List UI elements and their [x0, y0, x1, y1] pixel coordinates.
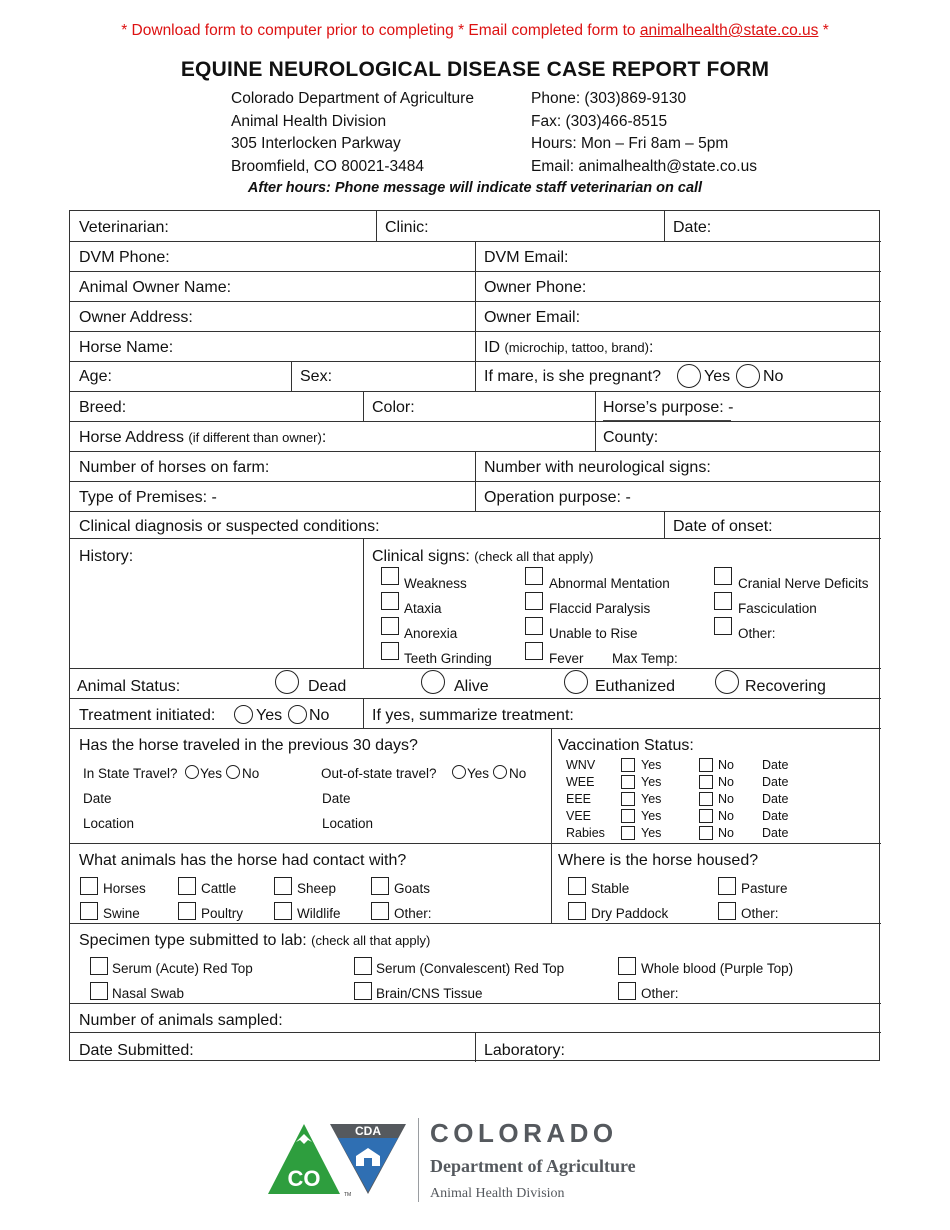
status-dead-radio[interactable]: [275, 670, 299, 694]
operation-dropdown[interactable]: [484, 489, 631, 507]
contact-other-checkbox[interactable]: [371, 902, 389, 920]
contact-swine-label: Swine: [103, 906, 140, 921]
anorexia-checkbox[interactable]: [381, 617, 399, 635]
rabies-no-checkbox[interactable]: [699, 826, 713, 840]
cda-logo: [268, 1118, 688, 1208]
col-divider: [363, 391, 364, 421]
eee-date-label[interactable]: Date: [762, 792, 789, 806]
contact-cattle-checkbox[interactable]: [178, 877, 196, 895]
housing-stable-checkbox[interactable]: [568, 877, 586, 895]
col-divider: [475, 451, 476, 511]
date-label[interactable]: Date:: [673, 219, 712, 236]
premises-dropdown-marker: -: [211, 489, 217, 506]
specimen-whole-blood-checkbox[interactable]: [618, 957, 636, 975]
owner-phone-label[interactable]: Owner Phone:: [484, 279, 587, 296]
in-state-location-label[interactable]: Location: [83, 816, 135, 831]
logo-dept-text: Department of Agriculture: [430, 1156, 636, 1176]
row-divider: [70, 538, 881, 539]
clinical-signs-note: (check all that apply): [474, 549, 594, 564]
id-note: (microchip, tattoo, brand): [504, 340, 649, 355]
anorexia-label: Anorexia: [404, 626, 458, 641]
out-state-yes-label: Yes: [467, 766, 490, 781]
rabies-yes-checkbox[interactable]: [621, 826, 635, 840]
status-alive-label: Alive: [454, 678, 489, 695]
specimen-serum-acute-label: Serum (Acute) Red Top: [112, 961, 253, 976]
contact-question: What animals has the horse had contact with?: [79, 852, 407, 869]
out-state-no-radio[interactable]: [493, 765, 507, 779]
clinical-signs-text: Clinical signs:: [372, 548, 470, 565]
rabies-date-label[interactable]: Date: [762, 826, 789, 840]
wee-date-label[interactable]: Date: [762, 775, 789, 789]
fever-checkbox[interactable]: [525, 642, 543, 660]
in-state-no-radio[interactable]: [226, 765, 240, 779]
vaccine-eee: EEE: [566, 792, 592, 806]
contact-line: Fax: (303)466-8515: [531, 112, 668, 130]
row-divider: [70, 923, 881, 924]
vaccine-rabies: Rabies: [566, 826, 605, 840]
signs-other-label: Other:: [738, 626, 776, 641]
contact-sheep-checkbox[interactable]: [274, 877, 292, 895]
pregnant-label: If mare, is she pregnant?: [484, 368, 661, 385]
col-divider: [291, 361, 292, 391]
cranial-nerve-label: Cranial Nerve Deficits: [738, 576, 869, 591]
specimen-serum-conv-checkbox[interactable]: [354, 957, 372, 975]
age-label[interactable]: Age:: [79, 368, 112, 385]
row-divider: [70, 698, 881, 699]
ataxia-label: Ataxia: [404, 601, 442, 616]
contact-wildlife-label: Wildlife: [297, 906, 341, 921]
fever-label: Fever: [549, 651, 584, 666]
specimen-note: (check all that apply): [311, 933, 431, 948]
specimen-other-label: Other:: [641, 986, 679, 1001]
notice-end: *: [818, 22, 829, 39]
row-divider: [70, 668, 881, 669]
treatment-summary-label[interactable]: If yes, summarize treatment:: [372, 707, 574, 724]
unable-to-rise-label: Unable to Rise: [549, 626, 638, 641]
housing-pasture-checkbox[interactable]: [718, 877, 736, 895]
logo-barn-door: [364, 1158, 372, 1166]
id-colon: :: [648, 339, 654, 356]
address-line: Colorado Department of Agriculture: [231, 90, 474, 107]
housing-stable-label: Stable: [591, 881, 630, 896]
specimen-nasal-swab-label: Nasal Swab: [112, 986, 185, 1001]
col-divider: [595, 391, 596, 451]
logo-tm-text: TM: [344, 1192, 352, 1198]
housing-other-checkbox[interactable]: [718, 902, 736, 920]
treatment-yes-label: Yes: [256, 707, 283, 724]
county-label[interactable]: County:: [603, 429, 659, 446]
housing-dry-paddock-label: Dry Paddock: [591, 906, 669, 921]
vaccine-vee: VEE: [566, 809, 592, 823]
ataxia-checkbox[interactable]: [381, 592, 399, 610]
notice-email-link[interactable]: animalhealth@state.co.us: [639, 22, 819, 39]
premises-dropdown[interactable]: [79, 489, 217, 507]
horse-address-label[interactable]: [79, 429, 326, 447]
weakness-label: Weakness: [404, 576, 467, 591]
out-state-no-label: No: [509, 766, 527, 781]
contact-line: Email: animalhealth@state.co.us: [531, 157, 757, 175]
cranial-nerve-checkbox[interactable]: [714, 567, 732, 585]
contact-horses-label: Horses: [103, 881, 146, 896]
contact-horses-checkbox[interactable]: [80, 877, 98, 895]
pregnant-no-label: No: [763, 368, 784, 385]
row-divider: [70, 728, 881, 729]
contact-poultry-checkbox[interactable]: [178, 902, 196, 920]
eee-yes-label: Yes: [641, 792, 662, 806]
specimen-text: Specimen type submitted to lab:: [79, 932, 307, 949]
operation-dropdown-marker: -: [625, 489, 631, 506]
wnv-yes-checkbox[interactable]: [621, 758, 635, 772]
col-divider: [376, 211, 377, 241]
vee-yes-label: Yes: [641, 809, 662, 823]
horse-address-text: Horse Address: [79, 429, 184, 446]
eee-yes-checkbox[interactable]: [621, 792, 635, 806]
wnv-no-checkbox[interactable]: [699, 758, 713, 772]
animal-status-label: Animal Status:: [77, 678, 181, 695]
fasciculation-label: Fasciculation: [738, 601, 817, 616]
contact-wildlife-checkbox[interactable]: [274, 902, 292, 920]
specimen-serum-acute-checkbox[interactable]: [90, 957, 108, 975]
flaccid-paralysis-checkbox[interactable]: [525, 592, 543, 610]
wnv-date-label[interactable]: Date: [762, 758, 789, 772]
color-label[interactable]: Color:: [372, 399, 415, 416]
vaccine-wnv: WNV: [566, 758, 596, 772]
wee-no-checkbox[interactable]: [699, 775, 713, 789]
id-label[interactable]: [484, 339, 653, 357]
vaccine-wee: WEE: [566, 775, 595, 789]
abnormal-mentation-label: Abnormal Mentation: [549, 576, 670, 591]
address-line: Animal Health Division: [231, 112, 387, 130]
purpose-underline: [603, 420, 731, 421]
in-state-date-label[interactable]: Date: [83, 791, 112, 806]
horse-name-label[interactable]: Horse Name:: [79, 339, 174, 356]
logo-division-text: Animal Health Division: [430, 1186, 565, 1201]
wee-yes-checkbox[interactable]: [621, 775, 635, 789]
purpose-label: Horse’s purpose:: [603, 399, 724, 416]
specimen-whole-blood-label: Whole blood (Purple Top): [641, 961, 794, 976]
logo-mark-icon: [268, 1120, 413, 1200]
specimen-brain-checkbox[interactable]: [354, 982, 372, 1000]
operation-label: Operation purpose:: [484, 489, 621, 506]
vee-date-label[interactable]: Date: [762, 809, 789, 823]
contact-swine-checkbox[interactable]: [80, 902, 98, 920]
contact-block: [531, 88, 757, 178]
in-state-yes-label: Yes: [200, 766, 223, 781]
housing-pasture-label: Pasture: [741, 881, 788, 896]
wee-no-label: No: [718, 775, 734, 789]
housing-dry-paddock-checkbox[interactable]: [568, 902, 586, 920]
out-state-label: Out-of-state travel?: [321, 766, 437, 781]
veterinarian-label[interactable]: Veterinarian:: [79, 219, 169, 236]
col-divider: [475, 241, 476, 391]
owner-name-label[interactable]: Animal Owner Name:: [79, 279, 232, 296]
logo-co-text: CO: [287, 1166, 321, 1191]
eee-no-label: No: [718, 792, 734, 806]
contact-goats-label: Goats: [394, 881, 431, 896]
treatment-no-label: No: [309, 707, 330, 724]
dvm-phone-label[interactable]: DVM Phone:: [79, 249, 170, 266]
logo-divider: [418, 1118, 419, 1202]
breed-label[interactable]: Breed:: [79, 399, 127, 416]
treatment-yes-radio[interactable]: [234, 705, 253, 724]
contact-line: Phone: (303)869-9130: [531, 90, 687, 107]
housing-question: Where is the horse housed?: [558, 852, 759, 869]
col-divider: [551, 728, 552, 923]
status-euthanized-radio[interactable]: [564, 670, 588, 694]
contact-goats-checkbox[interactable]: [371, 877, 389, 895]
id-text: ID: [484, 339, 500, 356]
premises-label: Type of Premises:: [79, 489, 208, 506]
laboratory-label[interactable]: Laboratory:: [484, 1042, 565, 1059]
pregnant-no-radio[interactable]: [736, 364, 760, 388]
address-line: Broomfield, CO 80021-3484: [231, 157, 425, 175]
date-submitted-label[interactable]: Date Submitted:: [79, 1042, 194, 1059]
notice-text: * Download form to computer prior to completing * Email completed form to: [121, 22, 640, 39]
status-alive-radio[interactable]: [421, 670, 445, 694]
travel-question: Has the horse traveled in the previous 30 days?: [79, 737, 418, 754]
out-state-yes-radio[interactable]: [452, 765, 466, 779]
owner-address-label[interactable]: Owner Address:: [79, 309, 193, 326]
after-hours-note: After hours: Phone message will indicate staff veterinarian on call: [247, 180, 703, 196]
rabies-no-label: No: [718, 826, 734, 840]
clinic-label[interactable]: Clinic:: [385, 219, 429, 236]
horse-address-colon: :: [321, 429, 327, 446]
wnv-no-label: No: [718, 758, 734, 772]
purpose-dropdown[interactable]: [603, 399, 733, 417]
col-divider: [664, 511, 665, 538]
signs-other-checkbox[interactable]: [714, 617, 732, 635]
col-divider: [475, 1032, 476, 1062]
owner-email-label[interactable]: Owner Email:: [484, 309, 581, 326]
case-report-form: [69, 210, 880, 1061]
weakness-checkbox[interactable]: [381, 567, 399, 585]
row-divider: [70, 391, 881, 392]
num-neuro-label[interactable]: Number with neurological signs:: [484, 459, 711, 476]
download-notice: [0, 22, 950, 40]
housing-other-label: Other:: [741, 906, 779, 921]
specimen-brain-label: Brain/CNS Tissue: [376, 986, 483, 1001]
pregnant-yes-radio[interactable]: [677, 364, 701, 388]
teeth-grinding-label: Teeth Grinding: [404, 651, 492, 666]
row-divider: [70, 421, 881, 422]
row-divider: [70, 1003, 881, 1004]
row-divider: [70, 511, 881, 512]
history-label[interactable]: History:: [79, 548, 134, 565]
onset-label[interactable]: Date of onset:: [673, 518, 773, 535]
specimen-nasal-swab-checkbox[interactable]: [90, 982, 108, 1000]
row-divider: [70, 843, 881, 844]
teeth-grinding-checkbox[interactable]: [381, 642, 399, 660]
sex-label[interactable]: Sex:: [300, 368, 333, 385]
vee-no-label: No: [718, 809, 734, 823]
treatment-label: Treatment initiated:: [79, 707, 216, 724]
flaccid-paralysis-label: Flaccid Paralysis: [549, 601, 651, 616]
specimen-label: [79, 932, 430, 950]
vee-no-checkbox[interactable]: [699, 809, 713, 823]
contact-other-label: Other:: [394, 906, 432, 921]
in-state-yes-radio[interactable]: [185, 765, 199, 779]
contact-sheep-label: Sheep: [297, 881, 337, 896]
wee-yes-label: Yes: [641, 775, 662, 789]
vaccination-title: Vaccination Status:: [558, 737, 694, 754]
unable-to-rise-checkbox[interactable]: [525, 617, 543, 635]
col-divider: [363, 698, 364, 728]
max-temp-label[interactable]: Max Temp:: [612, 651, 678, 666]
in-state-no-label: No: [242, 766, 260, 781]
status-euthanized-label: Euthanized: [595, 678, 676, 695]
address-line: 305 Interlocken Parkway: [231, 135, 401, 152]
in-state-label: In State Travel?: [83, 766, 178, 781]
purpose-dropdown-marker: -: [728, 399, 734, 416]
status-dead-label: Dead: [308, 678, 347, 695]
out-state-date-label[interactable]: Date: [322, 791, 351, 806]
address-block: [231, 88, 474, 178]
vee-yes-checkbox[interactable]: [621, 809, 635, 823]
specimen-serum-conv-label: Serum (Convalescent) Red Top: [376, 961, 565, 976]
diagnosis-label[interactable]: Clinical diagnosis or suspected conditions:: [79, 518, 380, 535]
abnormal-mentation-checkbox[interactable]: [525, 567, 543, 585]
status-recovering-radio[interactable]: [715, 670, 739, 694]
contact-line: Hours: Mon – Fri 8am – 5pm: [531, 135, 729, 152]
horse-address-note: (if different than owner): [188, 430, 322, 445]
contact-cattle-label: Cattle: [201, 881, 237, 896]
dvm-email-label[interactable]: DVM Email:: [484, 249, 569, 266]
fasciculation-checkbox[interactable]: [714, 592, 732, 610]
logo-colorado-text: COLORADO: [430, 1118, 618, 1148]
out-state-location-label[interactable]: Location: [322, 816, 374, 831]
contact-poultry-label: Poultry: [201, 906, 244, 921]
num-horses-label[interactable]: Number of horses on farm:: [79, 459, 270, 476]
rabies-yes-label: Yes: [641, 826, 662, 840]
specimen-other-checkbox[interactable]: [618, 982, 636, 1000]
logo-cda-text: CDA: [355, 1124, 381, 1138]
pregnant-yes-label: Yes: [704, 368, 731, 385]
page-title: EQUINE NEUROLOGICAL DISEASE CASE REPORT FORM: [180, 58, 770, 81]
eee-no-checkbox[interactable]: [699, 792, 713, 806]
clinical-signs-label: [372, 548, 594, 566]
col-divider: [363, 538, 364, 668]
status-recovering-label: Recovering: [745, 678, 826, 695]
num-sampled-label[interactable]: Number of animals sampled:: [79, 1012, 283, 1029]
treatment-no-radio[interactable]: [288, 705, 307, 724]
wnv-yes-label: Yes: [641, 758, 662, 772]
col-divider: [664, 211, 665, 241]
